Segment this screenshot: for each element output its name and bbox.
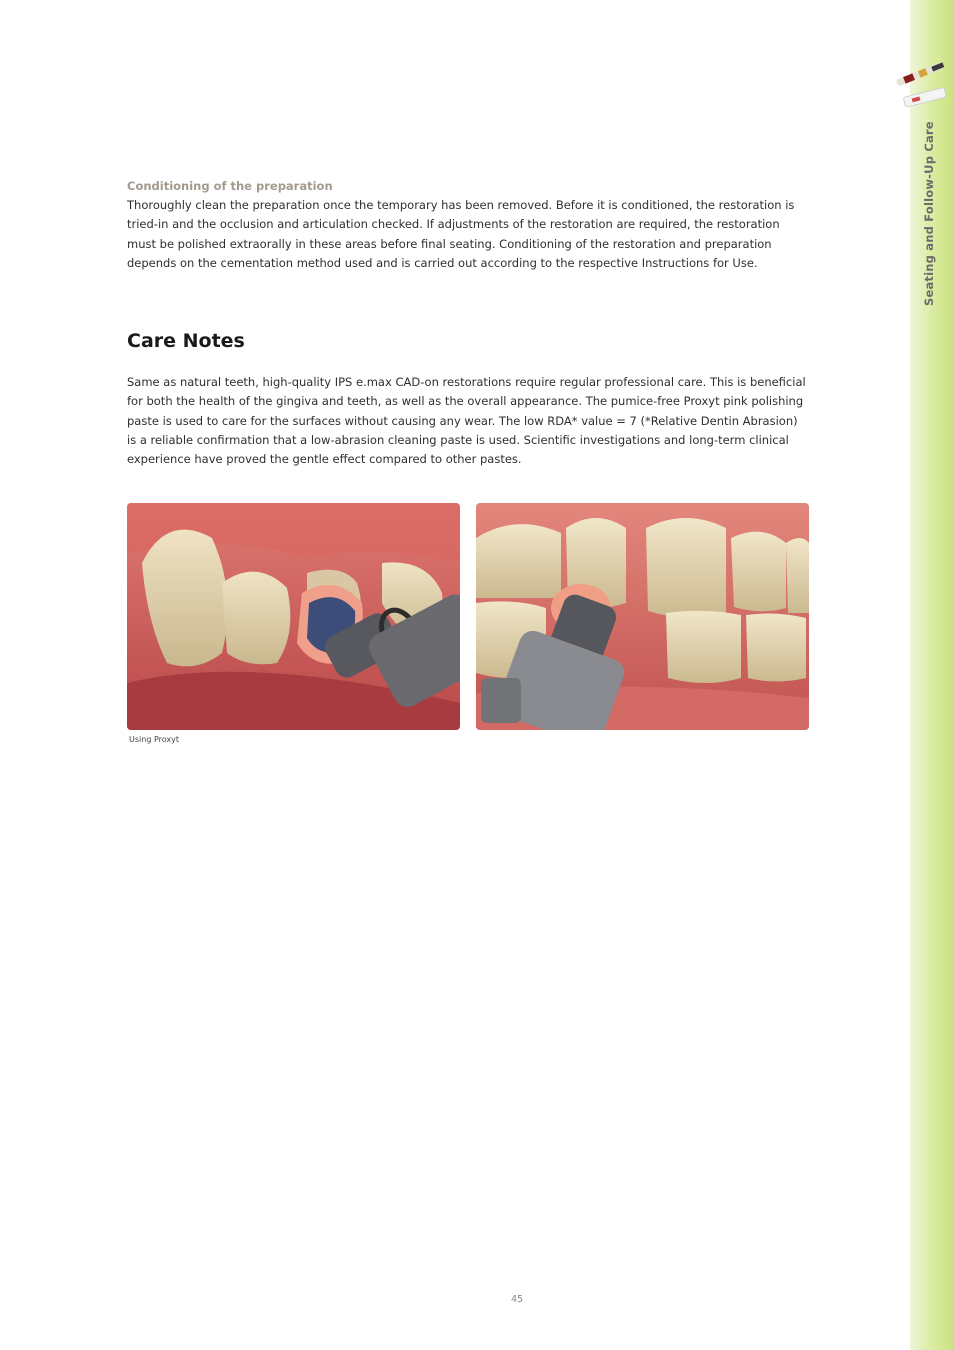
polishing-photo-frontal bbox=[476, 503, 809, 730]
page-number: 45 bbox=[510, 1294, 524, 1305]
product-illustration bbox=[890, 52, 954, 112]
chapter-title: Seating and Follow-Up Care bbox=[922, 121, 936, 306]
figure-caption: Using Proxyt bbox=[129, 735, 179, 744]
chapter-sidebar bbox=[910, 0, 954, 1350]
conditioning-heading: Conditioning of the preparation bbox=[127, 179, 333, 193]
care-notes-title: Care Notes bbox=[127, 330, 245, 352]
care-notes-paragraph: Same as natural teeth, high-quality IPS e.max CAD-on restorations require regular professional care. This is beneficial for both the health of the gingiva and teeth, as well as the overall appearance. The pumice-free Proxyt pink polishing paste is used to care for the surfaces without causing any wear. The low RDA* value = 7 (*Relative Dentin Abrasion) is a reliable confirmation that a low-abrasion cleaning paste is used. Scientific investigations and long-term clinical experience have proved the gentle effect compared to other pastes. bbox=[127, 375, 806, 467]
polishing-photo-lateral bbox=[127, 503, 460, 730]
conditioning-paragraph: Thoroughly clean the preparation once the temporary has been removed. Before it is conditioned, the restoration is tried-in and the occlusion and articulation checked. If adjustments of the restoration are required, the restoration must be polished extraorally in these areas before final seating. Conditioning of the restoration and preparation depends on the cementation method used and is carried out according to the respective Instructions for Use. bbox=[127, 198, 795, 270]
